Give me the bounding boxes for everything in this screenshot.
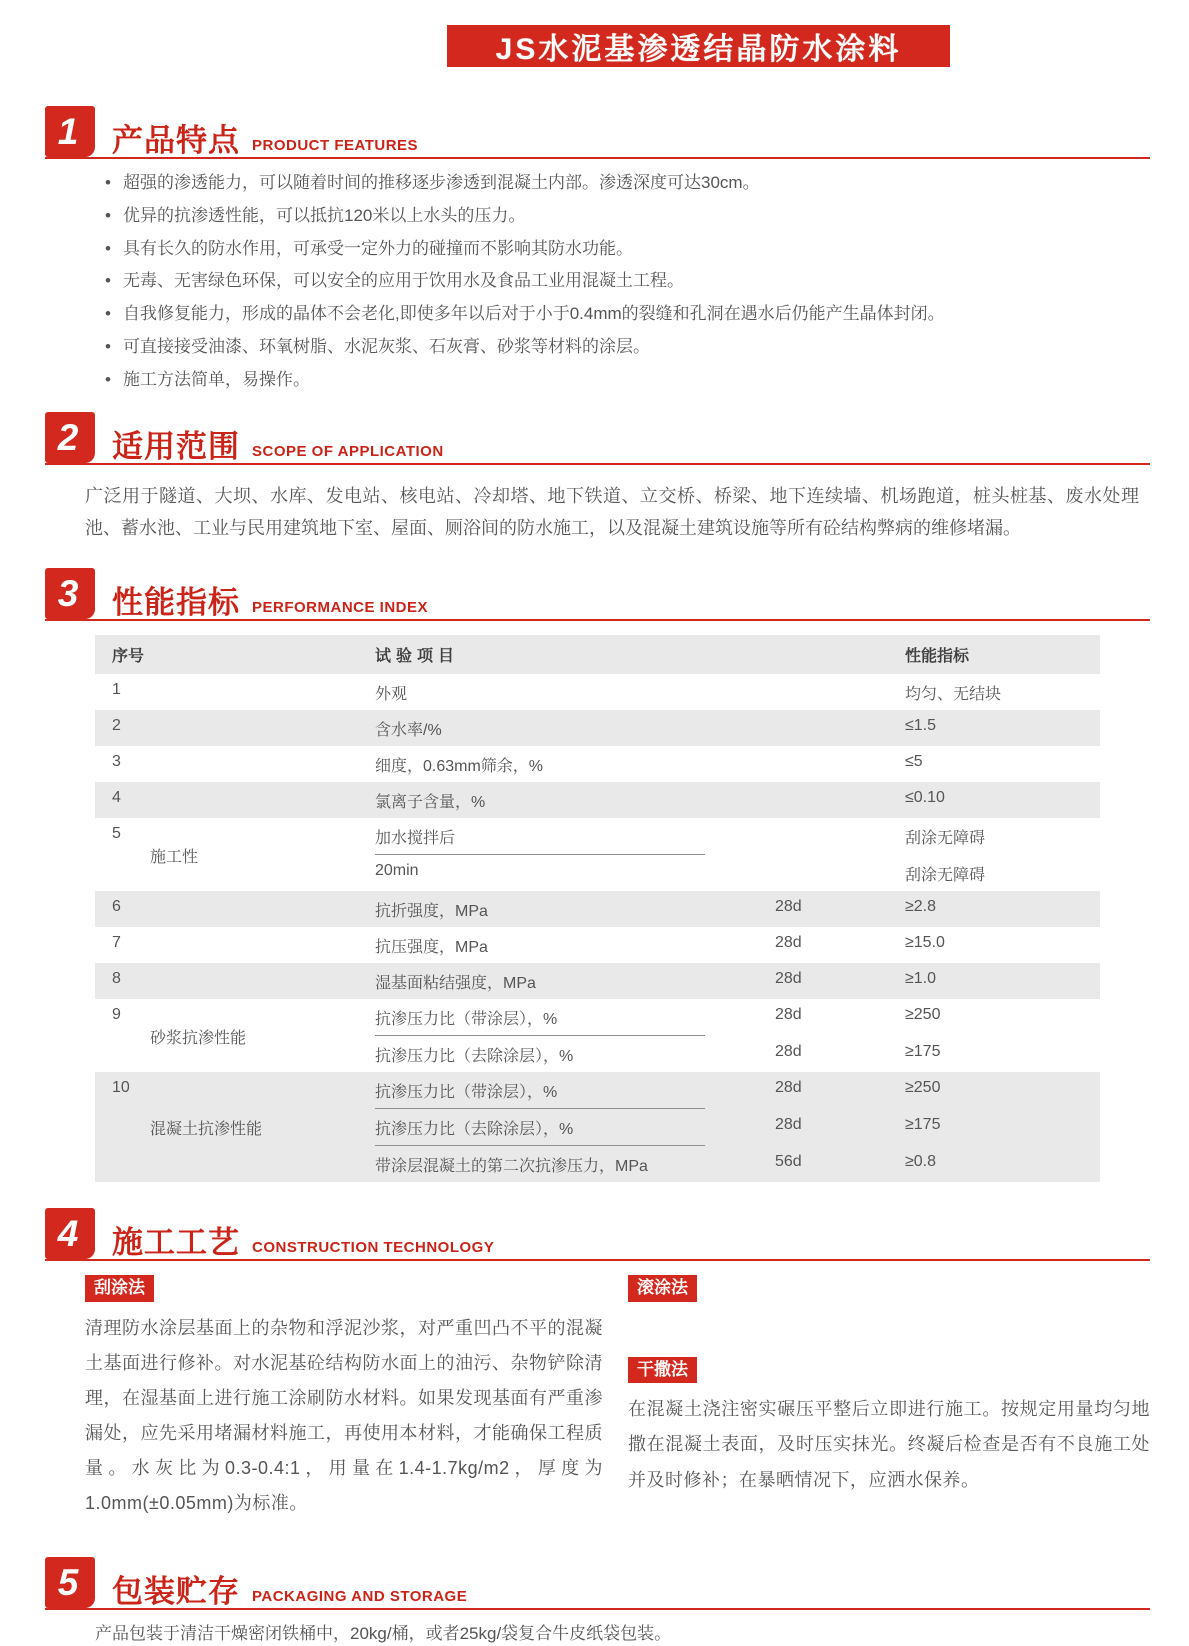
feature-item: • 超强的渗透能力，可以随着时间的推移逐步渗透到混凝土内部。渗透深度可达30cm。 (105, 172, 1144, 194)
table-row (95, 927, 1100, 963)
test-item-name: 抗折强度，MPa (375, 903, 488, 921)
method-scrape (85, 1275, 603, 1521)
test-item-value: ≤0.10 (905, 789, 945, 807)
section-5-subtitle: PACKAGING AND STORAGE (252, 1588, 468, 1606)
row-category (150, 963, 375, 999)
test-item-age: 28d (775, 1079, 802, 1097)
test-item-value: ≥175 (905, 1116, 941, 1134)
test-item-value: 刮涂无障碍 (905, 867, 986, 885)
row-number: 6 (112, 898, 121, 916)
table-row (95, 1072, 1100, 1182)
row-category (150, 674, 375, 710)
test-item-age (775, 855, 905, 891)
section-2-number: 2 (45, 412, 95, 463)
feature-item: • 施工方法简单，易操作。 (105, 369, 1144, 391)
section-4-subtitle: CONSTRUCTION TECHNOLOGY (252, 1239, 495, 1257)
header-test-item: 试验项目 (375, 648, 460, 666)
row-number: 1 (112, 681, 121, 699)
test-item-value: ≥175 (905, 1043, 941, 1061)
feature-item: • 优异的抗渗透性能，可以抵抗120米以上水头的压力。 (105, 205, 1144, 227)
test-item-row (375, 674, 1100, 710)
dry-sprinkle-badge: 干撒法 (628, 1357, 697, 1384)
test-item-row (375, 891, 1100, 927)
test-item-age: 56d (775, 1153, 802, 1171)
row-items (375, 710, 1100, 746)
row-number: 4 (112, 789, 121, 807)
section-3-heading (45, 568, 1150, 621)
table-header-row (95, 635, 1100, 674)
section-5-title: 包装贮存 (112, 1574, 240, 1610)
test-item-value: ≥1.0 (905, 970, 937, 988)
test-item-name: 细度，0.63mm筛余，% (375, 758, 544, 776)
test-item-value: ≤1.5 (905, 717, 937, 735)
section-3-number: 3 (45, 568, 95, 619)
feature-item: • 自我修复能力，形成的晶体不会老化,即使多年以后对于小于0.4mm的裂缝和孔洞在遇水后仍能产生晶体封闭。 (105, 303, 1144, 325)
dry-sprinkle-text: 在混凝土浇注密实碾压平整后立即进行施工。按规定用量均匀地撒在混凝土表面，及时压实抹光。终凝后检查是否有不良施工处并及时修补；在暴晒情况下，应洒水保养。 (628, 1399, 1150, 1490)
row-number: 7 (112, 934, 121, 952)
table-row (95, 782, 1100, 818)
product-title-banner (447, 25, 950, 67)
section-4-number: 4 (45, 1208, 95, 1259)
test-item-name: 加水搅拌后 (375, 818, 705, 855)
test-item-value: ≥250 (905, 1079, 941, 1097)
row-items (375, 999, 1100, 1072)
feature-item: • 具有长久的防水作用，可承受一定外力的碰撞而不影响其防水功能。 (105, 238, 1144, 260)
section-4-title: 施工工艺 (112, 1225, 240, 1261)
test-item-row (375, 818, 1100, 855)
method-roll (628, 1275, 1150, 1302)
table-row (95, 999, 1100, 1072)
row-items (375, 746, 1100, 782)
test-item-row (375, 1146, 1100, 1182)
row-items (375, 1072, 1100, 1182)
test-item-age (775, 782, 905, 818)
row-number: 10 (112, 1079, 130, 1097)
test-item-name: 湿基面粘结强度，MPa (375, 975, 536, 993)
test-item-age: 28d (775, 970, 802, 988)
test-item-row (375, 710, 1100, 746)
section-1-subtitle: PRODUCT FEATURES (252, 137, 419, 154)
test-item-name: 抗渗压力比（带涂层），% (375, 999, 705, 1036)
test-item-age: 28d (775, 1006, 802, 1024)
test-item-age: 28d (775, 1116, 802, 1134)
feature-item: • 可直接接受油漆、环氧树脂、水泥灰浆、石灰膏、砂浆等材料的涂层。 (105, 336, 1144, 358)
test-item-row (375, 855, 1100, 891)
row-items (375, 674, 1100, 710)
test-item-row (375, 1109, 1100, 1146)
test-item-value: ≥250 (905, 1006, 941, 1024)
row-items (375, 891, 1100, 927)
test-item-row (375, 999, 1100, 1036)
test-item-name: 外观 (375, 686, 408, 704)
test-item-row (375, 1072, 1100, 1109)
row-items (375, 927, 1100, 963)
section-4-heading (45, 1208, 1150, 1261)
row-items (375, 782, 1100, 818)
row-number: 2 (112, 717, 121, 735)
performance-table (95, 635, 1100, 1182)
test-item-age (775, 818, 905, 855)
test-item-value: ≤5 (905, 753, 923, 771)
row-category (150, 782, 375, 818)
test-item-row (375, 782, 1100, 818)
row-category (150, 927, 375, 963)
test-item-age: 28d (775, 934, 802, 952)
method-dry-sprinkle (628, 1357, 1150, 1498)
row-number: 9 (112, 1006, 121, 1024)
test-item-row (375, 963, 1100, 999)
header-age (775, 635, 905, 674)
test-item-value: ≥2.8 (905, 898, 937, 916)
table-row (95, 963, 1100, 999)
method-gap (628, 1311, 1150, 1357)
table-row (95, 746, 1100, 782)
method-right-column (628, 1275, 1150, 1521)
table-row (95, 674, 1100, 710)
row-items (375, 818, 1100, 891)
row-category: 混凝土抗渗性能 (150, 1121, 263, 1139)
test-item-name: 氯离子含量，% (375, 794, 486, 812)
section-2-subtitle: SCOPE OF APPLICATION (252, 443, 444, 461)
test-item-row (375, 746, 1100, 782)
feature-list (105, 172, 1144, 390)
test-item-age: 28d (775, 898, 802, 916)
row-category: 施工性 (150, 848, 199, 866)
test-item-name: 20min (375, 862, 419, 880)
roll-method-badge: 滚涂法 (628, 1275, 697, 1302)
test-item-name: 带涂层混凝土的第二次抗渗压力，MPa (375, 1158, 648, 1176)
header-index: 性能指标 (905, 648, 970, 666)
section-1-heading (45, 106, 1150, 159)
test-item-value: ≥0.8 (905, 1153, 937, 1171)
section-1-number: 1 (45, 106, 95, 157)
test-item-name: 含水率/% (375, 722, 442, 740)
scrape-method-badge: 刮涂法 (85, 1275, 154, 1302)
section-2-title: 适用范围 (112, 429, 240, 465)
header-no: 序号 (112, 648, 145, 666)
table-row (95, 710, 1100, 746)
row-category (150, 746, 375, 782)
test-item-age (775, 710, 905, 746)
test-item-row (375, 1036, 1100, 1072)
test-item-age (775, 746, 905, 782)
section-1-title: 产品特点 (112, 123, 240, 158)
row-number: 8 (112, 970, 121, 988)
section-3-title: 性能指标 (112, 585, 240, 621)
product-title: JS水泥基渗透结晶防水涂料 (495, 33, 902, 66)
scrape-method-text: 清理防水涂层基面上的杂物和浮泥沙浆，对严重凹凸不平的混凝土基面进行修补。对水泥基砼结构防水面上的油污、杂物铲除清理，在湿基面上进行施工涂刷防水材料。如果发现基面有严重渗漏处，应先采用堵漏材料施工，再使用本材料，才能确保工程质量。水灰比为0.3-0.4:1，用量在1.4-1.7kg/m2，厚度为1.0mm(±0.05mm)为标准。 (85, 1317, 603, 1514)
test-item-age (775, 674, 905, 710)
test-item-name: 抗渗压力比（带涂层），% (375, 1072, 705, 1109)
test-item-value: ≥15.0 (905, 934, 945, 952)
table-row (95, 818, 1100, 891)
test-item-row (375, 927, 1100, 963)
test-item-value: 均匀、无结块 (905, 686, 1002, 704)
row-category (150, 891, 375, 927)
test-item-name: 抗渗压力比（去除涂层），% (375, 1109, 705, 1146)
construction-methods (85, 1275, 1150, 1521)
test-item-name: 抗渗压力比（去除涂层），% (375, 1048, 574, 1066)
section-5-number: 5 (45, 1557, 95, 1608)
test-item-value: 刮涂无障碍 (905, 830, 986, 848)
test-item-age: 28d (775, 1043, 802, 1061)
section-5-heading (45, 1557, 1150, 1610)
row-number: 3 (112, 753, 121, 771)
row-category (150, 710, 375, 746)
section-2-heading (45, 412, 1150, 465)
scope-paragraph: 广泛用于隧道、大坝、水库、发电站、核电站、冷却塔、地下铁道、立交桥、桥梁、地下连续墙、机场跑道，桩头桩基、废水处理池、蓄水池、工业与民用建筑地下室、屋面、厕浴间的防水施工，以及混凝土建筑设施等所有砼结构弊病的维修堵漏。 (85, 486, 1139, 538)
feature-item: • 无毒、无害绿色环保，可以安全的应用于饮用水及食品工业用混凝土工程。 (105, 270, 1144, 292)
packaging-paragraph: 产品包装于清洁干燥密闭铁桶中，20kg/桶，或者25kg/袋复合牛皮纸袋包装。 (95, 1624, 672, 1644)
section-3-subtitle: PERFORMANCE INDEX (252, 599, 429, 617)
test-item-name: 抗压强度，MPa (375, 939, 488, 957)
row-number: 5 (112, 825, 121, 843)
table-row (95, 891, 1100, 927)
header-category (150, 635, 375, 674)
row-items (375, 963, 1100, 999)
row-category: 砂浆抗渗性能 (150, 1029, 247, 1047)
